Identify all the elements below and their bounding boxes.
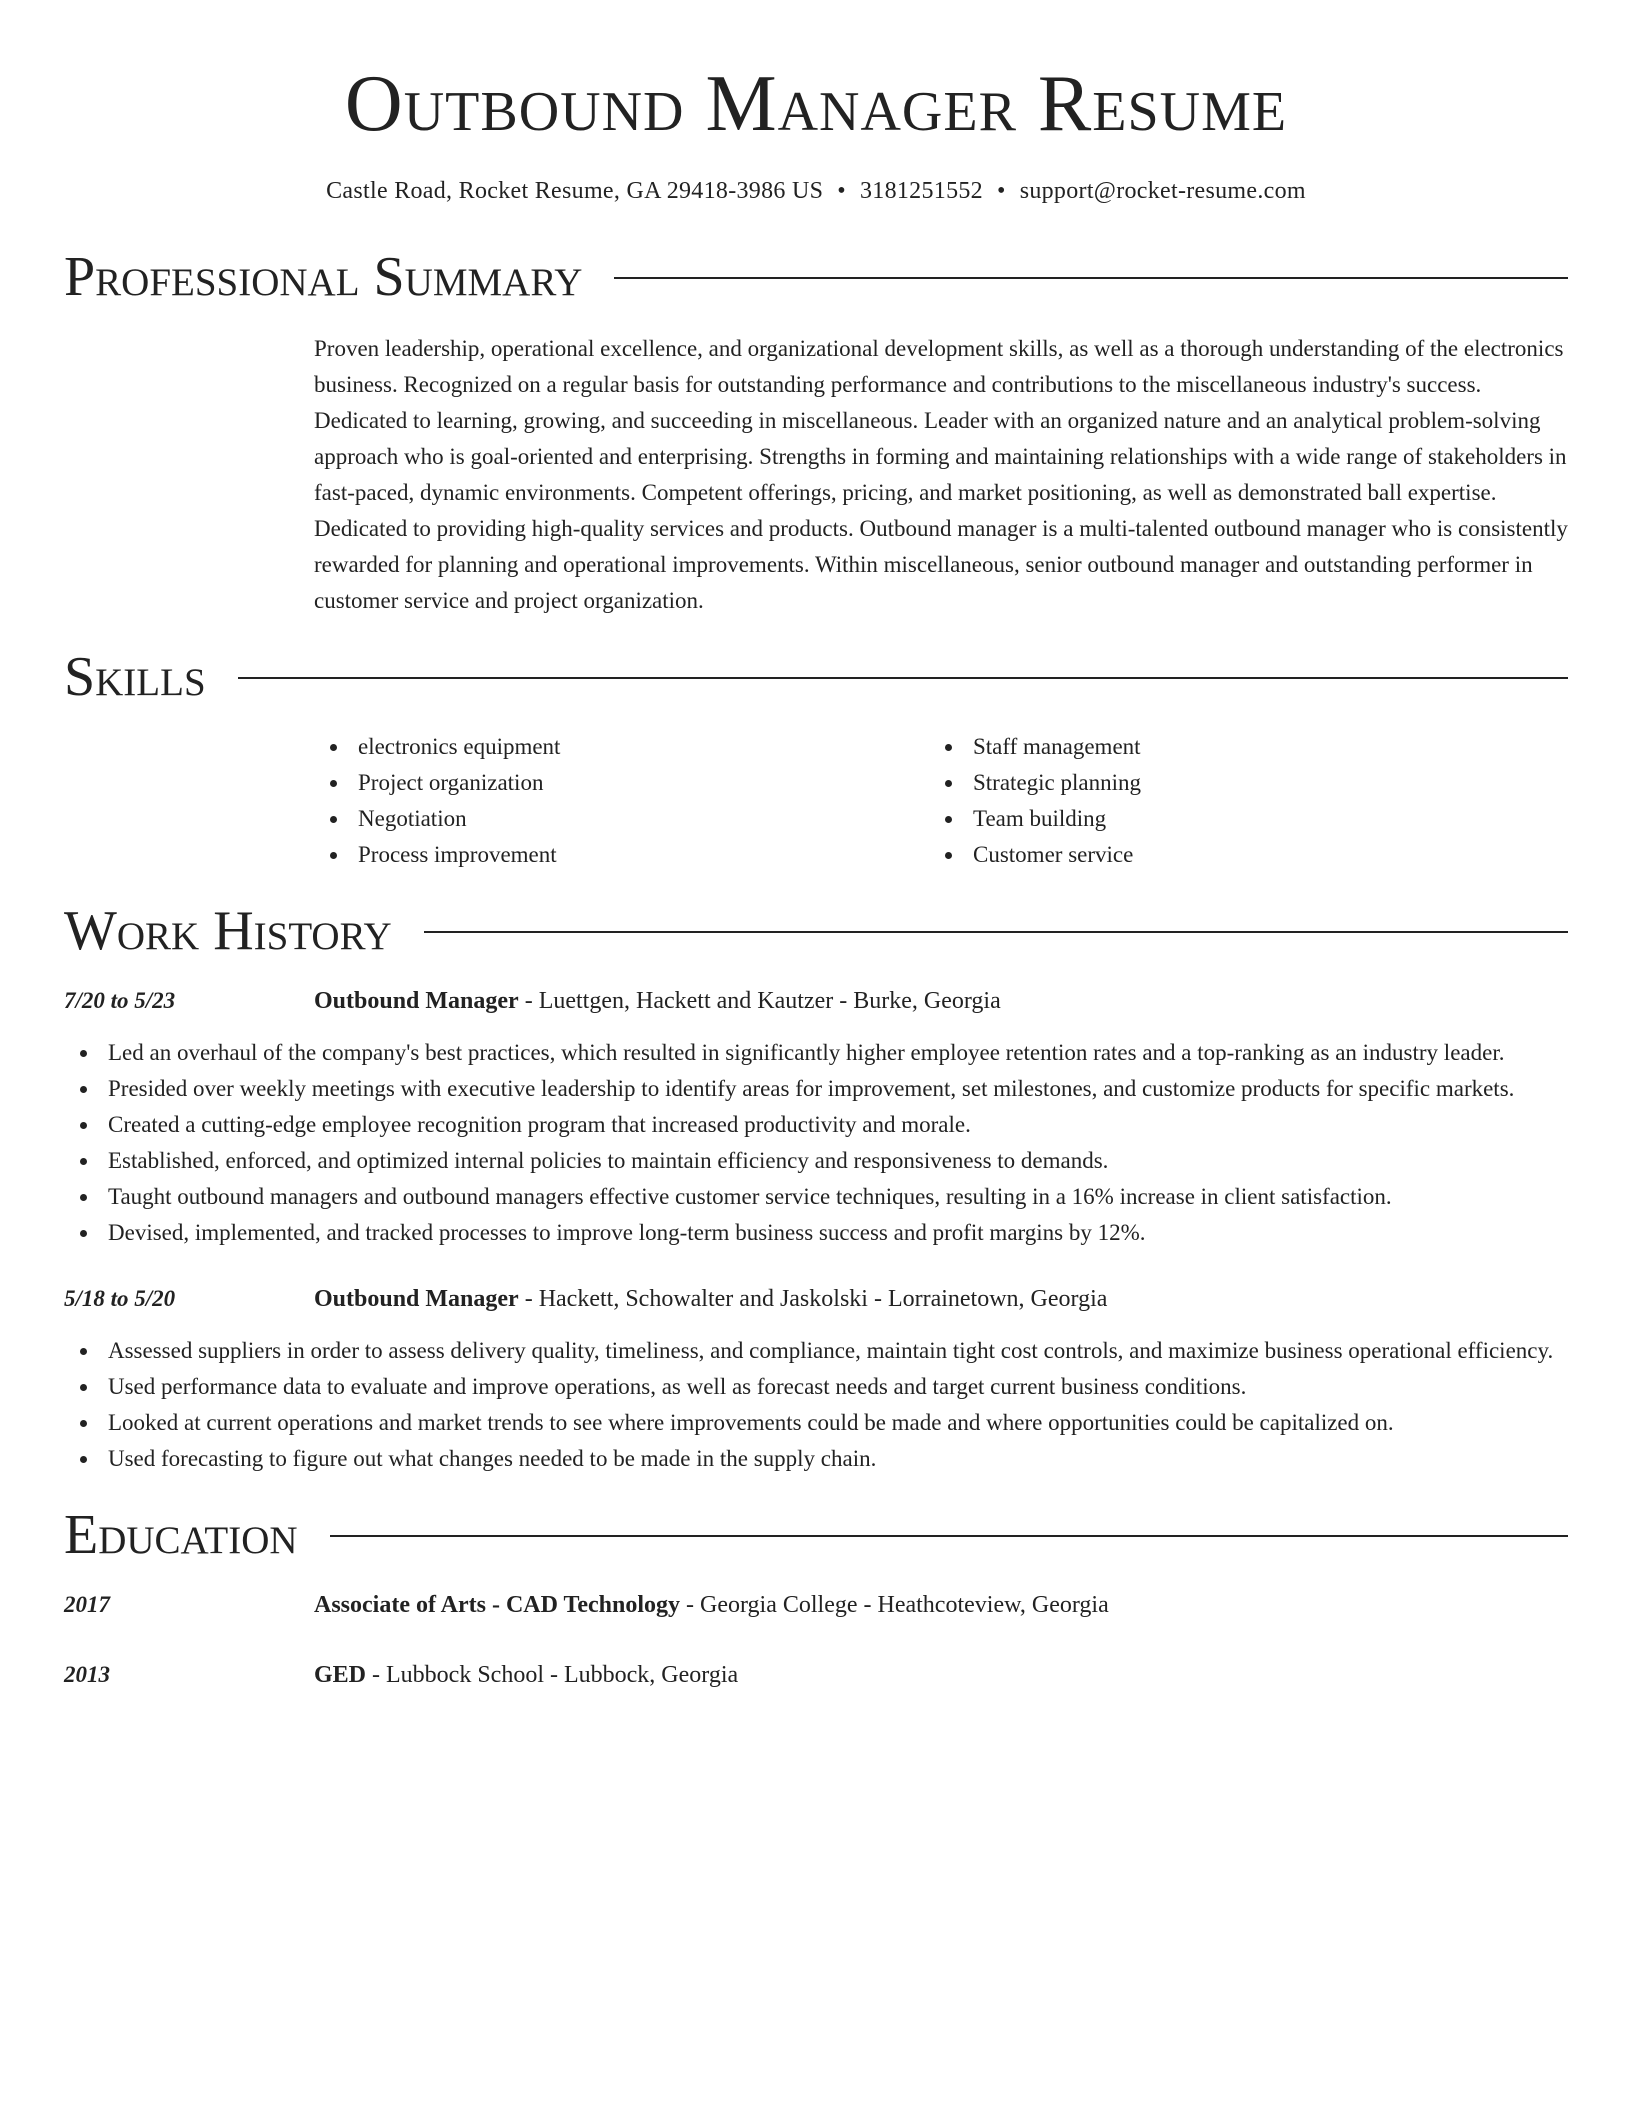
skill-item: Strategic planning — [929, 765, 1544, 801]
job-bullet: Taught outbound managers and outbound managers effective customer service techniques, resulting in a 16% increase in client satisfaction. — [64, 1179, 1568, 1215]
contact-separator: • — [837, 178, 846, 204]
education-year: 2013 — [64, 1662, 110, 1687]
section-header-summary — [64, 246, 1568, 308]
job-company: - Hackett, Schowalter and Jaskolski - Lorrainetown, Georgia — [518, 1286, 1108, 1312]
job-dates: 7/20 to 5/23 — [64, 988, 176, 1013]
job-bullet: Led an overhaul of the company's best practices, which resulted in significantly higher employee retention rates and a top-ranking as an industry leader. — [64, 1035, 1568, 1071]
job-bullet: Established, enforced, and optimized internal policies to maintain efficiency and responsiveness to demands. — [64, 1143, 1568, 1179]
job-bullet: Created a cutting-edge employee recognition program that increased productivity and morale. — [64, 1107, 1568, 1143]
job-title: Outbound Manager — [314, 988, 519, 1014]
job-dates: 5/18 to 5/20 — [64, 1286, 176, 1311]
skill-item: Negotiation — [314, 801, 929, 837]
section-header-education — [64, 1504, 1568, 1566]
skill-item: Process improvement — [314, 837, 929, 873]
section-divider — [424, 931, 1568, 933]
job-heading — [314, 1281, 1107, 1317]
job-bullet: Looked at current operations and market trends to see where improvements could be made and where opportunities could be capitalized on. — [64, 1405, 1568, 1441]
job-bullet: Devised, implemented, and tracked processes to improve long-term business success and profit margins by 12%. — [64, 1215, 1568, 1251]
job-bullet: Used forecasting to figure out what changes needed to be made in the supply chain. — [64, 1441, 1568, 1477]
job-entry — [64, 983, 1568, 1251]
skills-column-left — [314, 729, 929, 873]
skill-item: Customer service — [929, 837, 1544, 873]
section-divider — [330, 1535, 1568, 1537]
job-heading — [314, 983, 1001, 1019]
contact-email: support@rocket-resume.com — [1019, 178, 1306, 204]
job-company: - Luettgen, Hackett and Kautzer - Burke, Georgia — [518, 988, 1001, 1014]
job-bullet: Presided over weekly meetings with executive leadership to identify areas for improvement, set milestones, and customize products for specific markets. — [64, 1071, 1568, 1107]
section-header-skills — [64, 646, 1568, 708]
skill-item: Project organization — [314, 765, 929, 801]
education-heading — [314, 1657, 738, 1693]
education-degree: Associate of Arts - CAD Technology — [314, 1592, 680, 1618]
job-entry — [64, 1281, 1568, 1477]
section-title-education: Education — [64, 1504, 298, 1566]
section-divider — [614, 277, 1568, 279]
section-title-work: Work History — [64, 900, 392, 962]
skill-item: electronics equipment — [314, 729, 929, 765]
job-bullet: Used performance data to evaluate and improve operations, as well as forecast needs and target current business conditions. — [64, 1369, 1568, 1405]
skill-item: Team building — [929, 801, 1544, 837]
skills-column-right — [929, 729, 1544, 873]
skills-list — [314, 729, 1568, 873]
job-bullets — [64, 1333, 1568, 1477]
job-header-row — [64, 1281, 1568, 1317]
section-divider — [238, 677, 1568, 679]
contact-separator: • — [996, 178, 1006, 204]
education-year: 2017 — [64, 1592, 110, 1617]
section-title-summary: Professional Summary — [64, 246, 583, 308]
job-bullet: Assessed suppliers in order to assess delivery quality, timeliness, and compliance, maintain tight cost controls, and maximize business operational efficiency. — [64, 1333, 1568, 1369]
job-bullets — [64, 1035, 1568, 1251]
education-entry — [64, 1587, 1568, 1623]
education-school: - Lubbock School - Lubbock, Georgia — [366, 1662, 739, 1688]
education-school: - Georgia College - Heathcoteview, Georgia — [680, 1592, 1109, 1618]
contact-line — [64, 178, 1568, 205]
job-header-row — [64, 983, 1568, 1019]
contact-phone: 3181251552 — [859, 178, 983, 204]
summary-text: Proven leadership, operational excellence, and organizational development skills, as well as a thorough understanding of the electronics business. Recognized on a regular basis for outstanding performance and contributions to the miscellaneous industry's success. Dedicated to learning, growing, and succeeding in miscellaneous. Leader with an organized nature and an analytical problem-solving approach who is goal-oriented and enterprising. Strengths in forming and maintaining relationships with a wide range of stakeholders in fast-paced, dynamic environments. Competent offerings, pricing, and market positioning, as well as demonstrated ball expertise. Dedicated to providing high-quality services and products. Outbound manager is a multi-talented outbound manager who is consistently rewarded for planning and operational improvements. Within miscellaneous, senior outbound manager and outstanding performer in customer service and project organization. — [314, 336, 1568, 613]
contact-address: Castle Road, Rocket Resume, GA 29418-3986 US — [326, 178, 824, 204]
education-degree: GED — [314, 1662, 367, 1688]
resume-title: Outbound Manager Resume — [344, 60, 1288, 148]
section-title-skills: Skills — [64, 646, 206, 708]
section-header-work — [64, 900, 1568, 962]
education-entry — [64, 1657, 1568, 1693]
job-title: Outbound Manager — [314, 1286, 519, 1312]
education-heading — [314, 1587, 1109, 1623]
skill-item: Staff management — [929, 729, 1544, 765]
